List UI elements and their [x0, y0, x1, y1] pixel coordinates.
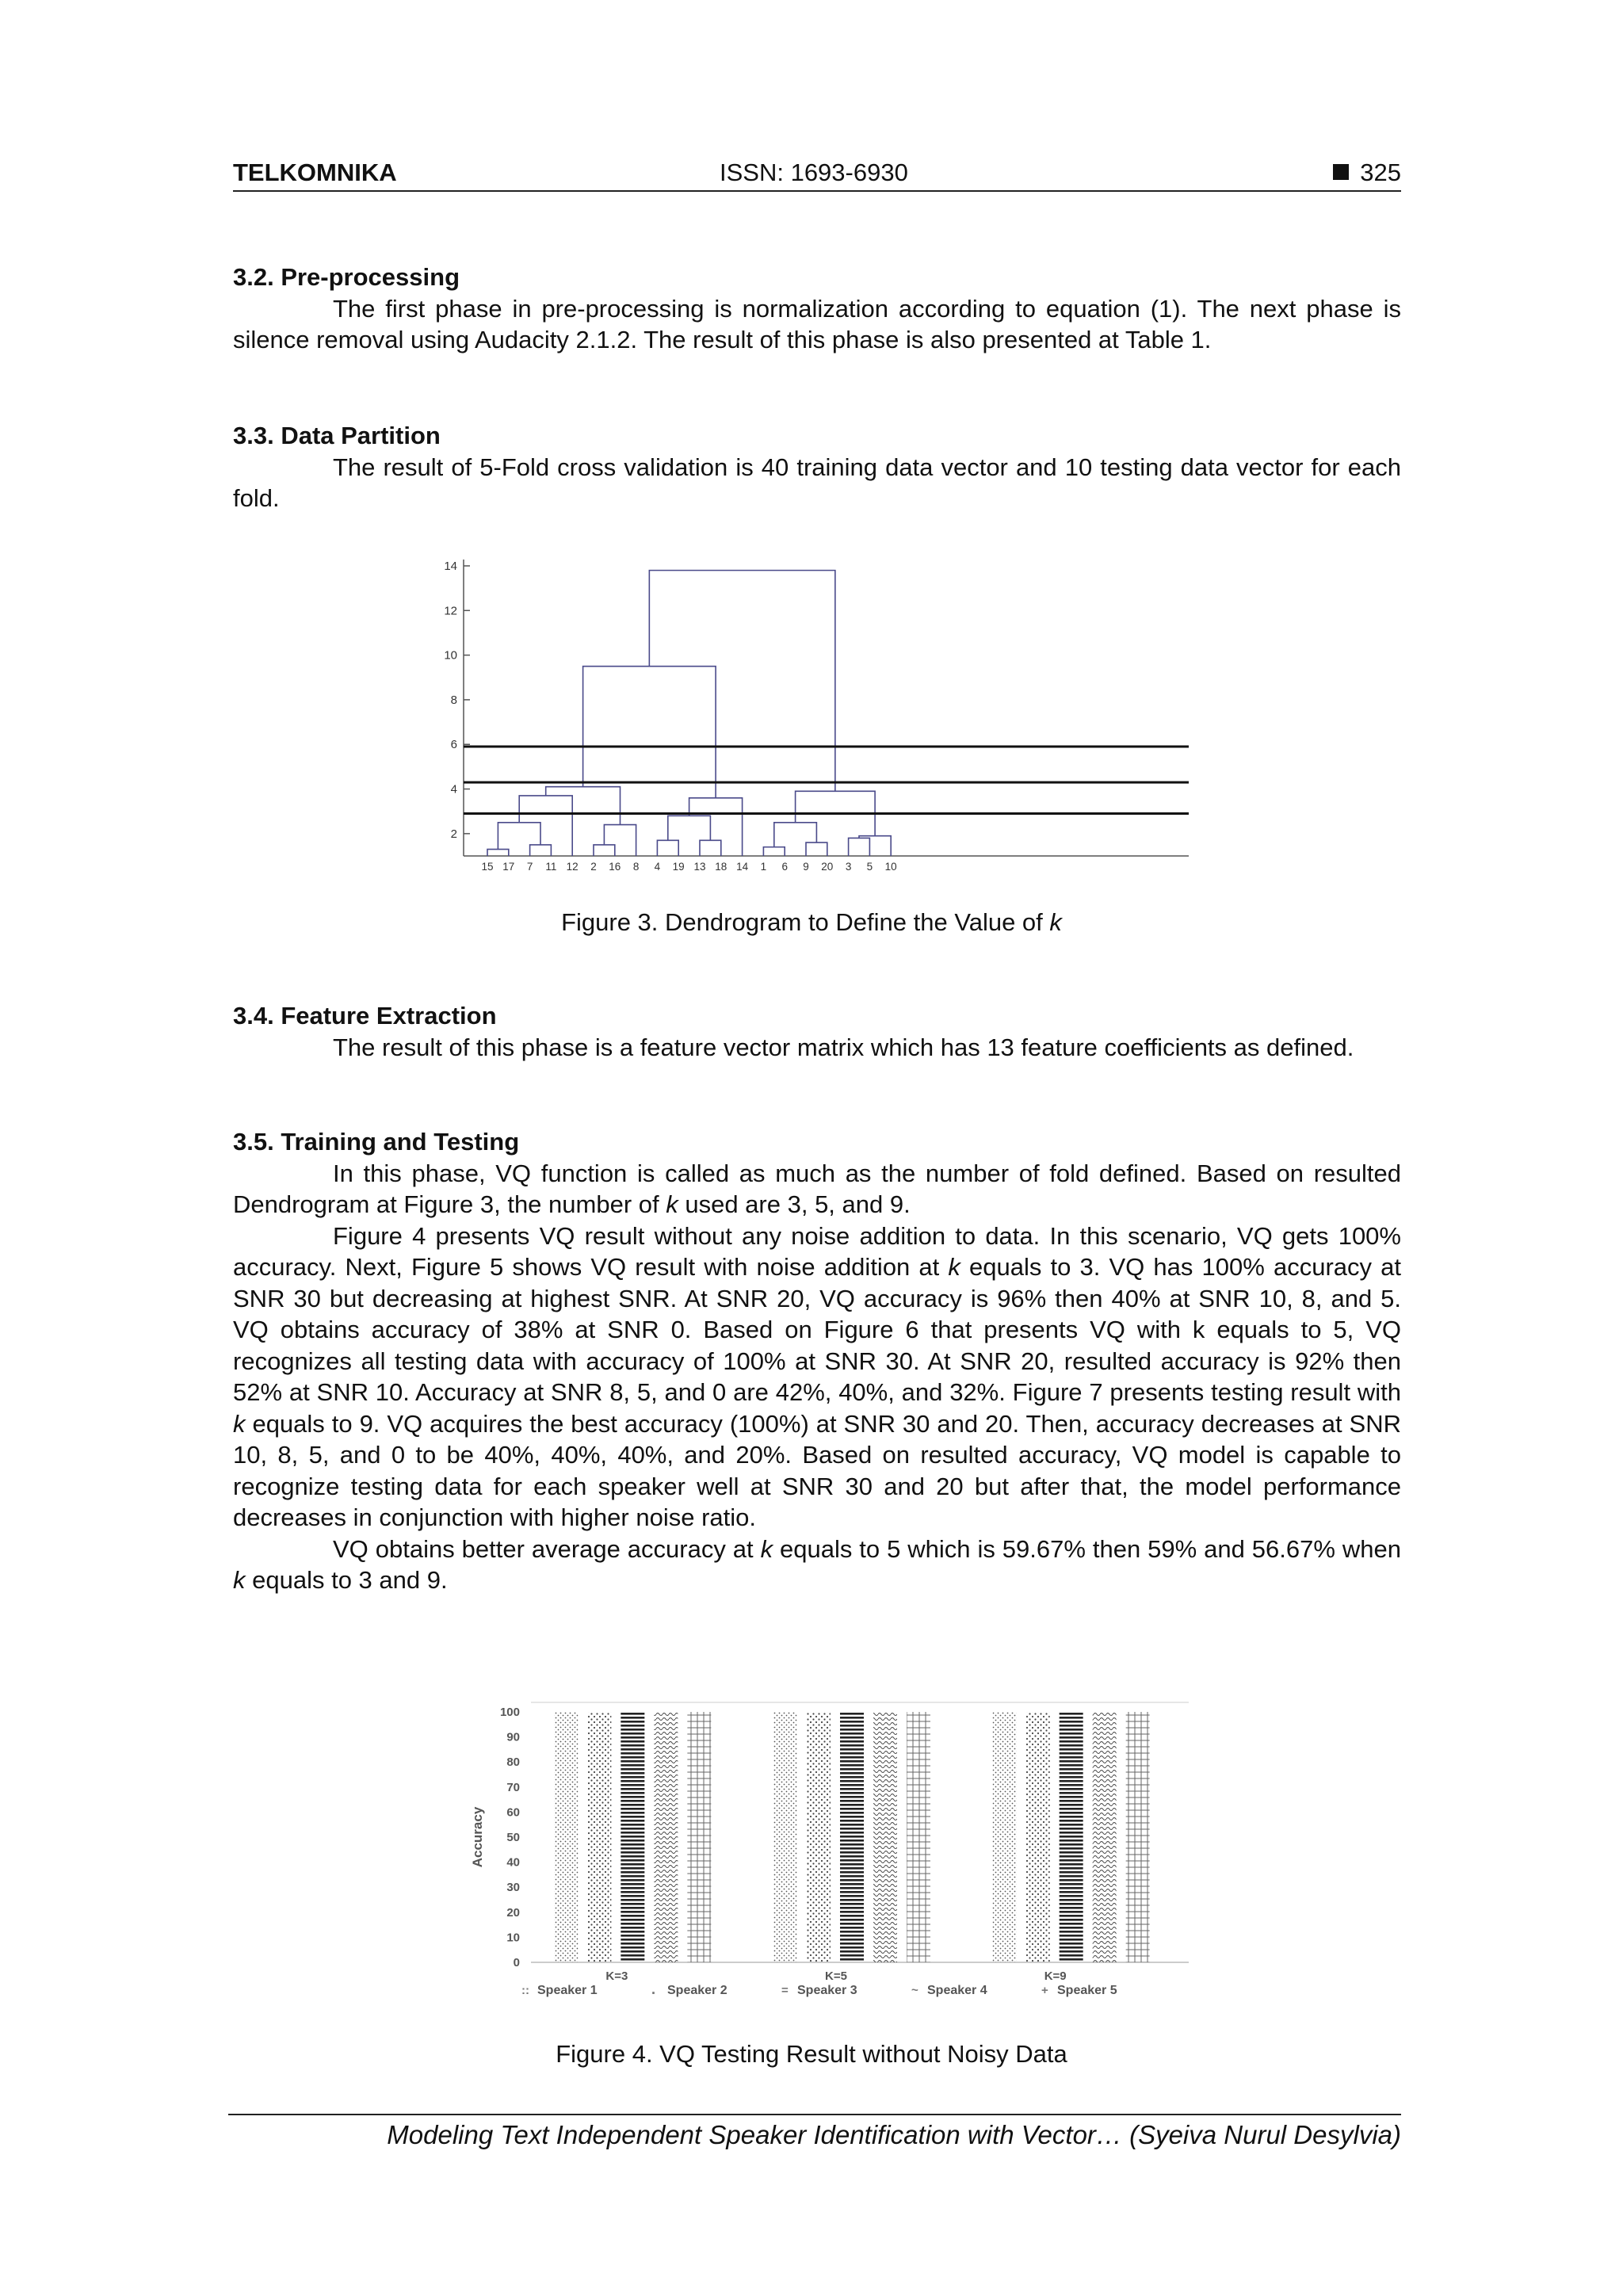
leaf-label: 7 [526, 861, 533, 873]
dendrogram-link [604, 825, 636, 856]
section-heading: 3.5. Training and Testing [233, 1128, 520, 1156]
section-heading: 3.3. Data Partition [233, 422, 441, 449]
paragraph: The result of this phase is a feature vector matrix which has 13 feature coefficients as defined. [333, 1033, 1354, 1061]
dendrogram-link [530, 845, 552, 856]
y-tick-label: 50 [506, 1831, 520, 1844]
y-tick-label: 60 [506, 1805, 520, 1820]
bar [1093, 1712, 1117, 1962]
bar [907, 1712, 930, 1962]
page-header [233, 155, 1401, 192]
text-run: Figure 4 presents VQ result without any noise addition to data. In this scenario, VQ gets 100% accuracy. Next, Figure 5 shows VQ result with noise addition at [233, 1221, 1401, 1281]
text-run: equals to 9. VQ acquires the best accuracy (100%) at SNR 30 and 20. Then, accuracy decreases at SNR 10, 8, 5, and 0 to be 40%, 40%, 40%, and 20%. Based on resulted accuracy, VQ model is capable to recognize testing data for each speaker well at SNR 30 and 20 but after that, the model performance decreases in conjunction with higher noise ratio. [233, 1409, 1401, 1531]
bar [1026, 1712, 1050, 1962]
leaf-label: 2 [590, 861, 597, 873]
legend-marker: = [781, 1984, 789, 1997]
dendrogram-link [519, 796, 572, 856]
y-tick-label: 14 [444, 560, 457, 573]
leaf-label: 4 [654, 861, 661, 873]
leaf-label: 9 [803, 861, 809, 873]
y-tick-label: 8 [450, 693, 457, 707]
legend-marker: ~ [911, 1984, 918, 1997]
caption-k: k [1049, 908, 1062, 936]
y-tick-label: 10 [444, 648, 457, 663]
dendrogram-link [806, 842, 827, 856]
section-3-4 [233, 1000, 1401, 1063]
leaf-label: 16 [609, 861, 621, 873]
square-bullet-icon [1333, 164, 1349, 180]
bar [773, 1712, 797, 1962]
dendrogram-link [668, 816, 711, 840]
legend-entry: Speaker 1 [537, 1984, 598, 1997]
bar [993, 1712, 1017, 1962]
k-symbol: k [948, 1253, 960, 1281]
dendrogram-link [763, 847, 785, 856]
section-3-2 [233, 262, 1401, 356]
dendrogram-link [594, 845, 615, 856]
section-3-5 [233, 1126, 1401, 1596]
section-3-3 [233, 420, 1401, 514]
y-tick-label: 70 [506, 1780, 520, 1794]
y-tick-label: 80 [506, 1755, 520, 1770]
journal-name: TELKOMNIKA [233, 159, 397, 186]
y-tick-label: 10 [506, 1931, 520, 1945]
leaf-label: 3 [845, 861, 852, 873]
dendrogram-link [774, 823, 817, 847]
leaf-label: 5 [866, 861, 873, 873]
text-run: equals to 3. VQ has 100% accuracy at SNR 30 but decreasing at highest SNR. At SNR 20, VQ accuracy is 96% then 40% at SNR 10, 8, and 5. VQ obtains accuracy of 38% at SNR 0. Based on Figure 6 that presents VQ with k equals to 5, VQ recognizes all testing data with accuracy of 100% at SNR 30. At SNR 20, resulted accuracy is 92% then 52% at SNR 10. Accuracy at SNR 8, 5, and 0 are 42%, 40%, and 32%. Figure 7 presents testing result with [233, 1253, 1401, 1406]
accuracy-bar-chart [460, 1693, 1197, 2010]
bar [654, 1712, 678, 1962]
dendrogram-link [859, 836, 891, 856]
leaf-label: 19 [672, 861, 685, 873]
y-tick-label: 40 [506, 1855, 520, 1870]
dendrogram-link [487, 850, 509, 856]
dendrogram-link [583, 667, 716, 798]
k-symbol: k [760, 1534, 773, 1563]
leaf-label: 6 [781, 861, 788, 873]
bar [1060, 1712, 1083, 1962]
paragraph [233, 1534, 1401, 1596]
y-tick-label: 0 [513, 1956, 520, 1969]
y-tick-label: 12 [444, 604, 457, 618]
dendrogram-link [689, 798, 743, 856]
bar [873, 1712, 897, 1962]
footer-rule [228, 2114, 1401, 2115]
y-tick-label: 20 [506, 1905, 520, 1920]
bar [621, 1712, 644, 1962]
y-tick-label: 90 [506, 1730, 520, 1744]
text-run: In this phase, VQ function is called as much as the number of fold defined. Based on resulted Dendrogram at Figure 3, the number of [233, 1159, 1401, 1218]
legend-entry: Speaker 2 [667, 1984, 727, 1997]
category-label: K=5 [825, 1969, 847, 1983]
bar [587, 1712, 611, 1962]
category-label: K=9 [1044, 1969, 1067, 1983]
dendrogram-link [849, 838, 870, 856]
text-run: equals to 5 which is 59.67% then 59% and 56.67% when [773, 1534, 1401, 1563]
leaf-label: 18 [715, 861, 727, 873]
legend-marker: ․ [651, 1984, 655, 1997]
bar [687, 1712, 711, 1962]
k-symbol: k [666, 1190, 678, 1218]
legend-entry: Speaker 3 [797, 1984, 857, 1997]
text-run: used are 3, 5, and 9. [678, 1190, 911, 1218]
y-tick-label: 2 [450, 827, 457, 841]
bar [807, 1712, 831, 1962]
leaf-label: 8 [632, 861, 640, 873]
leaf-label: 1 [760, 861, 767, 873]
paragraph [233, 1221, 1401, 1534]
paragraph [233, 1158, 1401, 1221]
dendrogram-link [700, 840, 721, 856]
page-number-value: 325 [1360, 159, 1401, 186]
dendrogram-figure [428, 555, 1205, 880]
leaf-label: 12 [566, 861, 579, 873]
leaf-label: 20 [821, 861, 834, 873]
bar [1126, 1712, 1150, 1962]
y-tick-label: 6 [450, 738, 457, 752]
leaf-label: 17 [502, 861, 515, 873]
dendrogram-link [546, 787, 621, 825]
page-number [1333, 159, 1401, 187]
dendrogram-link [649, 571, 835, 792]
text-run: VQ obtains better average accuracy at [333, 1534, 761, 1563]
figure-3-caption [0, 908, 1623, 937]
legend-entry: Speaker 4 [927, 1984, 987, 1997]
leaf-label: 10 [884, 861, 897, 873]
figure-4-caption: Figure 4. VQ Testing Result without Noisy Data [556, 2040, 1067, 2068]
legend-marker: :: [521, 1984, 529, 1997]
page-footer: Modeling Text Independent Speaker Identification with Vector… (Syeiva Nurul Desylvia) [387, 2120, 1401, 2149]
dendrogram-link [657, 840, 678, 856]
y-tick-label: 4 [450, 782, 457, 797]
legend-marker: + [1041, 1984, 1048, 1997]
legend-entry: Speaker 5 [1057, 1984, 1117, 1997]
y-tick-label: 30 [506, 1881, 520, 1895]
paragraph: The first phase in pre-processing is normalization according to equation (1). The next phase is silence removal using Audacity 2.1.2. The result of this phase is also presented at Table 1. [233, 294, 1401, 353]
paragraph: The result of 5-Fold cross validation is 40 training data vector and 10 testing data vector for each fold. [233, 453, 1401, 512]
category-label: K=3 [605, 1969, 628, 1983]
text-run: equals to 3 and 9. [245, 1566, 448, 1594]
section-heading: 3.4. Feature Extraction [233, 1002, 497, 1030]
leaf-label: 13 [693, 861, 706, 873]
bar [840, 1712, 864, 1962]
y-tick-label: 100 [499, 1706, 520, 1719]
leaf-label: 15 [481, 861, 494, 873]
k-symbol: k [233, 1566, 246, 1594]
issn: ISSN: 1693-6930 [720, 159, 908, 186]
leaf-label: 14 [736, 861, 749, 873]
k-symbol: k [233, 1409, 246, 1438]
bar [554, 1712, 578, 1962]
leaf-label: 11 [545, 861, 557, 873]
y-axis-label: Accuracy [470, 1806, 485, 1868]
caption-text: Figure 3. Dendrogram to Define the Value of [561, 908, 1050, 936]
section-heading: 3.2. Pre-processing [233, 263, 460, 291]
